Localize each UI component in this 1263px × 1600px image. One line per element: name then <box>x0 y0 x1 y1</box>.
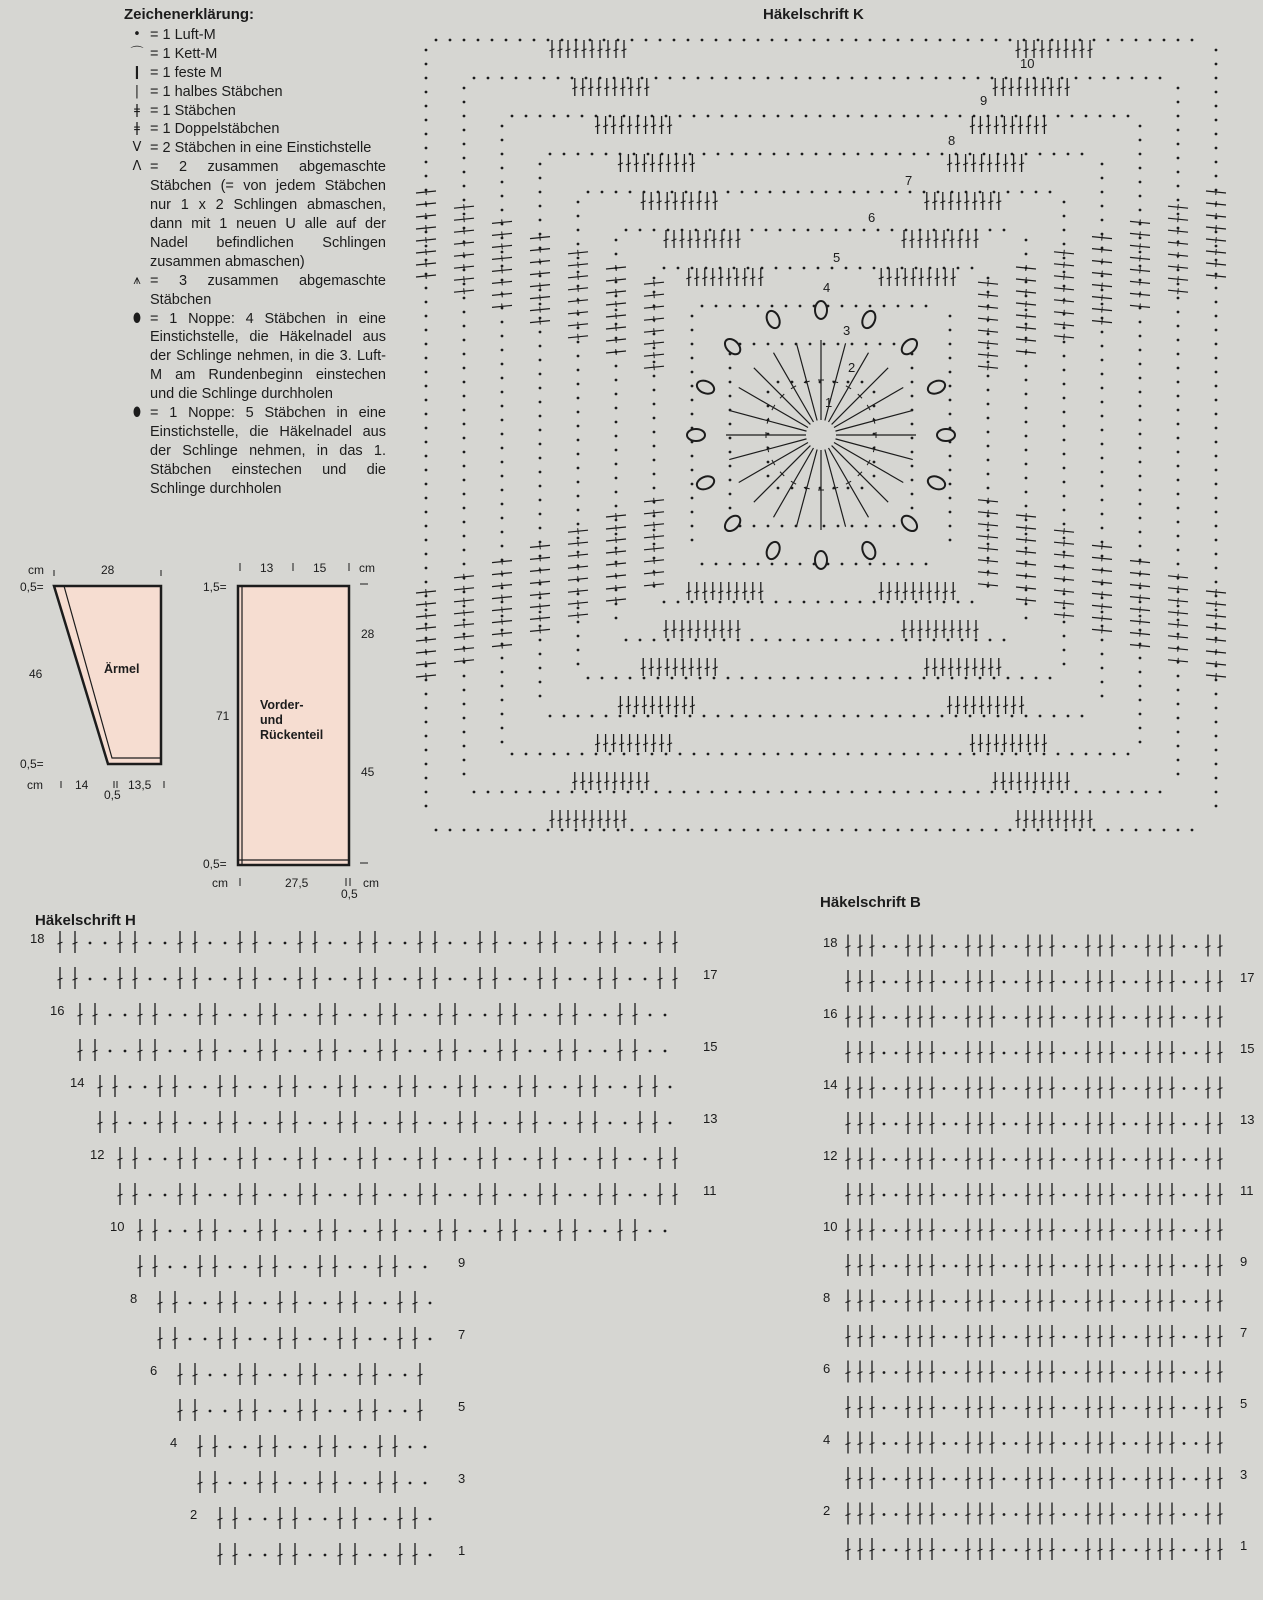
body-label-1: Vorder- <box>260 698 304 712</box>
legend-item-luft-m: • = 1 Luft-M <box>124 26 386 45</box>
legend-item-two-together: Λ = 2 zusammen abgemaschte Stäbchen (= von jedem Stäbchen nur 1 x 2 Schlingen abmaschen, dann mit 1 neuen U alle auf der Nadel befindlichen Schlingen zusammen abmaschen) <box>124 158 386 271</box>
sleeve-label: Ärmel <box>104 662 140 676</box>
chart-k-round-8: 8 <box>948 133 956 148</box>
chart-b-row-5: 5 <box>1240 1396 1248 1411</box>
chart-k-round-5: 5 <box>833 250 841 265</box>
chart-b-row-2: 2 <box>823 1502 831 1518</box>
chart-h-row-18: 18 <box>30 931 45 946</box>
chart-b-row-10: 10 <box>823 1218 838 1234</box>
three-together-icon: ⩚ <box>133 272 141 288</box>
legend-item-noppe-5: ⬮ = 1 Noppe: 5 Stäbchen in eine Einstichstelle, die Häkelnadel aus der Schlinge nehmen, in das 1. Stäbchen einstechen und die Schlinge durchholen <box>124 404 386 499</box>
legend-item-three-together: ⩚ = 3 zusammen abgemaschte Stäbchen <box>124 272 386 310</box>
v-increase-icon: V <box>132 140 142 156</box>
legend-item-halbes-staebchen: | = 1 halbes Stäbchen <box>124 83 386 102</box>
chart-b-row-14: 14 <box>823 1076 838 1092</box>
body-label-3: Rückenteil <box>260 728 324 742</box>
doppelstaebchen-icon: ǂ <box>134 121 140 137</box>
chart-b-stitches <box>846 935 1223 1561</box>
chart-b-title: Häkelschrift B <box>820 894 921 911</box>
legend-item-v-increase: V = 2 Stäbchen in eine Einstichstelle <box>124 139 386 158</box>
chart-h-title: Häkelschrift H <box>35 912 136 929</box>
chart-h-row-16: 16 <box>50 1003 65 1018</box>
chart-b-row-4: 4 <box>823 1431 831 1447</box>
chart-k-round-10: 10 <box>1020 56 1035 71</box>
two-together-icon: Λ <box>132 159 142 175</box>
chart-k-round-1: 1 <box>825 395 833 410</box>
chart-h-row-10: 10 <box>110 1219 125 1234</box>
chart-h-row-1: 1 <box>458 1543 466 1558</box>
halbes-staebchen-icon: | <box>134 83 140 99</box>
chart-b-row-17: 17 <box>1240 970 1255 985</box>
chart-b-row-11: 11 <box>1240 1183 1254 1198</box>
chart-h-row-5: 5 <box>458 1399 466 1414</box>
chart-h-row-3: 3 <box>458 1471 466 1486</box>
legend-item-doppelstaebchen: ǂ = 1 Doppelstäbchen <box>124 120 386 139</box>
staebchen-icon: ǂ <box>134 102 140 118</box>
legend-title: Zeichenerklärung: <box>124 6 255 23</box>
chart-h-row-15: 15 <box>703 1039 718 1054</box>
chart-h-row-14: 14 <box>70 1075 85 1090</box>
chart-h-row-13: 13 <box>703 1111 718 1126</box>
chart-b-row-12: 12 <box>823 1147 838 1163</box>
chart-k-round-9: 9 <box>980 93 988 108</box>
chart-k-round-4: 4 <box>823 280 831 295</box>
chart-b-row-9: 9 <box>1240 1254 1248 1269</box>
luft-m-dot-icon: • <box>133 26 141 42</box>
chart-h-row-11: 11 <box>703 1183 717 1198</box>
legend-item-kett-m: ⌒ = 1 Kett-M <box>124 45 386 64</box>
legend-item-feste-m: ❙ = 1 feste M <box>124 64 386 83</box>
chart-h-row-2: 2 <box>190 1507 198 1522</box>
kett-m-arc-icon: ⌒ <box>130 45 144 61</box>
chart-h-row-17: 17 <box>703 967 718 982</box>
chart-b-row-13: 13 <box>1240 1112 1255 1127</box>
chart-k-title: Häkelschrift K <box>763 6 864 23</box>
chart-b-row-7: 7 <box>1240 1325 1248 1340</box>
chart-h-row-12: 12 <box>90 1147 105 1162</box>
noppe-5-icon: ⬮ <box>132 405 142 421</box>
chart-h-row-9: 9 <box>458 1255 466 1270</box>
chart-h-row-8: 8 <box>130 1291 138 1306</box>
chart-k-round-7: 7 <box>905 173 913 188</box>
chart-b-row-1: 1 <box>1240 1538 1248 1553</box>
legend-item-noppe-4: ⬮ = 1 Noppe: 4 Stäbchen in eine Einstichstelle, die Häkelnadel aus der Schlinge nehmen, in die 3. Luft-M am Rundenbeginn einstechen und die Schlinge durchholen <box>124 310 386 405</box>
chart-h-row-4: 4 <box>170 1435 178 1450</box>
legend-item-staebchen: ǂ = 1 Stäbchen <box>124 102 386 121</box>
chart-k-round-3: 3 <box>843 323 851 338</box>
chart-h-row-7: 7 <box>458 1327 466 1342</box>
chart-h-row-6: 6 <box>150 1363 158 1378</box>
body-label-2: und <box>260 713 283 727</box>
chart-b-row-15: 15 <box>1240 1041 1255 1056</box>
chart-k-round-6: 6 <box>868 210 876 225</box>
feste-m-bar-icon: ❙ <box>131 64 143 80</box>
chart-k-round-2: 2 <box>848 360 856 375</box>
chart-b-row-6: 6 <box>823 1360 831 1376</box>
chart-b-row-3: 3 <box>1240 1467 1248 1482</box>
noppe-4-icon: ⬮ <box>132 310 142 326</box>
chart-b-row-8: 8 <box>823 1289 831 1305</box>
chart-b-row-18: 18 <box>823 934 838 950</box>
chart-b-row-16: 16 <box>823 1005 838 1021</box>
